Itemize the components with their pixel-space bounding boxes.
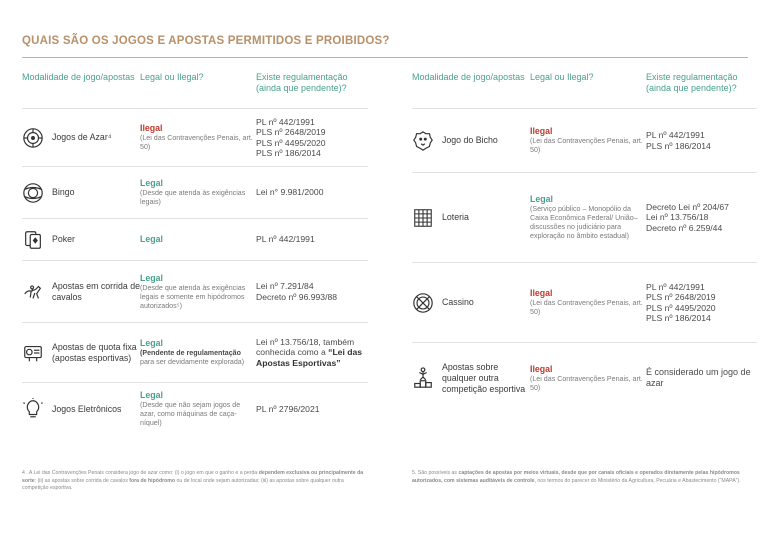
table-header — [22, 72, 368, 109]
reg-line: PL nº 2796/2021 — [256, 403, 320, 414]
reg-line: Decreto nº 96.993/88 — [256, 291, 338, 302]
row-name: Jogos Eletrônicos — [52, 403, 122, 414]
playing-cards-icon — [22, 229, 44, 251]
status-note: (Serviço público – Monopólio da Caixa Econômica Federal/ União– discussões no judiciário para exploração no âmbito estadual) — [530, 205, 638, 240]
status-badge: Legal — [140, 178, 163, 188]
reg-line-bold: “Lei das Apostas Esportivas” — [256, 347, 363, 368]
bingo-ball-icon — [22, 182, 44, 204]
status-badge: Legal — [140, 234, 163, 244]
status-badge: Ilegal — [530, 363, 553, 374]
status-note-bold: (Pendente de regulamentação — [140, 349, 241, 357]
row-name: Poker — [52, 234, 75, 244]
footnote-bold: dependem exclusiva ou principalmente da sorte — [22, 470, 364, 484]
row-name: Cassino — [442, 297, 474, 307]
reg-line: Decreto Lei nº 204/67 — [646, 201, 729, 212]
status-badge: Legal — [140, 272, 163, 283]
reg-line: PL nº 442/1991 — [256, 234, 315, 245]
header-regulamentacao: Existe regulamentação (ainda que pendente)? — [256, 72, 348, 93]
status-badge: Ilegal — [530, 126, 553, 136]
row-name: Loteria — [442, 212, 469, 222]
reg-line: PLS nº 2648/2019 — [256, 127, 326, 137]
footnote-4 — [22, 470, 368, 493]
footnote-bold: fora de hipódromo — [129, 477, 176, 484]
right-table — [412, 72, 757, 413]
lottery-ticket-icon — [412, 207, 434, 229]
footnote-text: 4 . A Lei das Contravenções Penais considera jogo de azar como: (i) o jogo em que o ganho e a perda — [22, 470, 259, 476]
reg-line: PL nº 442/1991 — [646, 130, 705, 140]
reg-line: Lei nº 7.291/84 — [256, 281, 314, 291]
table-row — [412, 263, 757, 343]
reg-line: PLS nº 4495/2020 — [646, 302, 716, 313]
lion-icon — [412, 130, 434, 152]
table-row — [22, 167, 368, 219]
footnote-text: 5. São possíveis as — [412, 470, 459, 476]
table-row — [22, 323, 368, 383]
table-row — [22, 219, 368, 261]
footnote-text: ou de local onde sejam autorizadas; (iii) as apostas sobre qualquer outra competição esportiva. — [22, 477, 344, 491]
status-badge: Legal — [530, 194, 553, 204]
status-note: (Desde que atenda às exigências legais) — [140, 189, 246, 206]
reg-line: PLS nº 186/2014 — [646, 140, 711, 151]
left-table — [22, 72, 368, 435]
reg-line: PLS nº 186/2014 — [646, 313, 711, 323]
row-name: Jogos de Azar⁴ — [52, 132, 112, 142]
reg-line: PLS nº 186/2014 — [256, 148, 321, 158]
row-name: Bingo — [52, 187, 75, 197]
reg-line: Lei nº 13.756/18 — [646, 212, 709, 223]
row-name: Jogo do Bicho — [442, 135, 498, 145]
title-divider — [22, 57, 748, 58]
horse-racing-icon — [22, 281, 44, 303]
status-badge: Legal — [140, 390, 163, 400]
header-legal: Legal ou Ilegal? — [140, 72, 204, 82]
reg-line: PLS nº 4495/2020 — [256, 137, 326, 148]
status-badge: Ilegal — [530, 288, 553, 298]
footnote-5 — [412, 470, 757, 485]
status-note: (Desde que atenda às exigências legais e somente em hipódromos autorizados⁵) — [140, 283, 246, 310]
table-row — [22, 383, 368, 435]
table-row — [412, 109, 757, 173]
page-title: QUAIS SÃO OS JOGOS E APOSTAS PERMITIDOS E PROIBIDOS? — [22, 35, 390, 47]
row-name: Apostas sobre qualquer outra competição esportiva — [442, 361, 526, 394]
status-note: para ser devidamente explorada) — [140, 358, 245, 366]
status-note: (Lei das Contravenções Penais, art. 50) — [530, 137, 643, 154]
reg-line: PLS nº 2648/2019 — [646, 292, 716, 302]
header-legal: Legal ou Ilegal? — [530, 72, 594, 82]
reg-line: Lei nº 13.756/18, também conhecida como a — [256, 336, 355, 358]
status-badge: Ilegal — [140, 123, 163, 133]
status-badge: Legal — [140, 338, 163, 348]
row-name: Apostas de quota fixa (apostas esportivas) — [52, 341, 137, 363]
reg-line: É considerado um jogo de azar — [646, 366, 751, 388]
trophy-podium-icon — [412, 367, 434, 389]
status-note: (Desde que não sejam jogos de azar, como máquinas de caça-níquel) — [140, 401, 241, 427]
status-note: (Lei das Contravenções Penais, art. 50) — [530, 299, 643, 316]
reg-line: PL nº 442/1991 — [646, 281, 705, 292]
footnote-text: ; (ii) as apostas sobre corrida de cavalos — [34, 477, 130, 484]
row-name: Apostas em corrida de cavalos — [52, 280, 141, 302]
roulette-icon — [22, 127, 44, 149]
status-note: (Lei das Contravenções Penais, art. 50) — [530, 374, 643, 392]
table-row — [412, 173, 757, 263]
status-note: (Lei das Contravenções Penais, art. 50) — [140, 134, 253, 151]
casino-chip-icon — [412, 292, 434, 314]
table-header — [412, 72, 757, 109]
sports-betting-icon — [22, 342, 44, 364]
table-row — [22, 109, 368, 167]
footnote-bold: captações de apostas por meios virtuais, desde que por canais oficiais e operados diretamente pelas hipódromos autorizados, com sistemas auditáveis de controle — [412, 470, 740, 484]
reg-line: Lei n° 9.981/2000 — [256, 187, 324, 198]
header-regulamentacao: Existe regulamentação (ainda que pendente)? — [646, 72, 738, 93]
header-modalidade: Modalidade de jogo/apostas — [22, 72, 135, 82]
table-row — [412, 343, 757, 413]
reg-line: PL nº 442/1991 — [256, 116, 315, 127]
reg-line: Decreto nº 6.259/44 — [646, 222, 723, 233]
footnote-text: , nos termos do parecer do Ministério da Agricultura, Pecuária e Abastecimento (“MAPA”). — [534, 477, 741, 484]
header-modalidade: Modalidade de jogo/apostas — [412, 72, 525, 82]
table-row — [22, 261, 368, 323]
lightbulb-icon — [22, 398, 44, 420]
